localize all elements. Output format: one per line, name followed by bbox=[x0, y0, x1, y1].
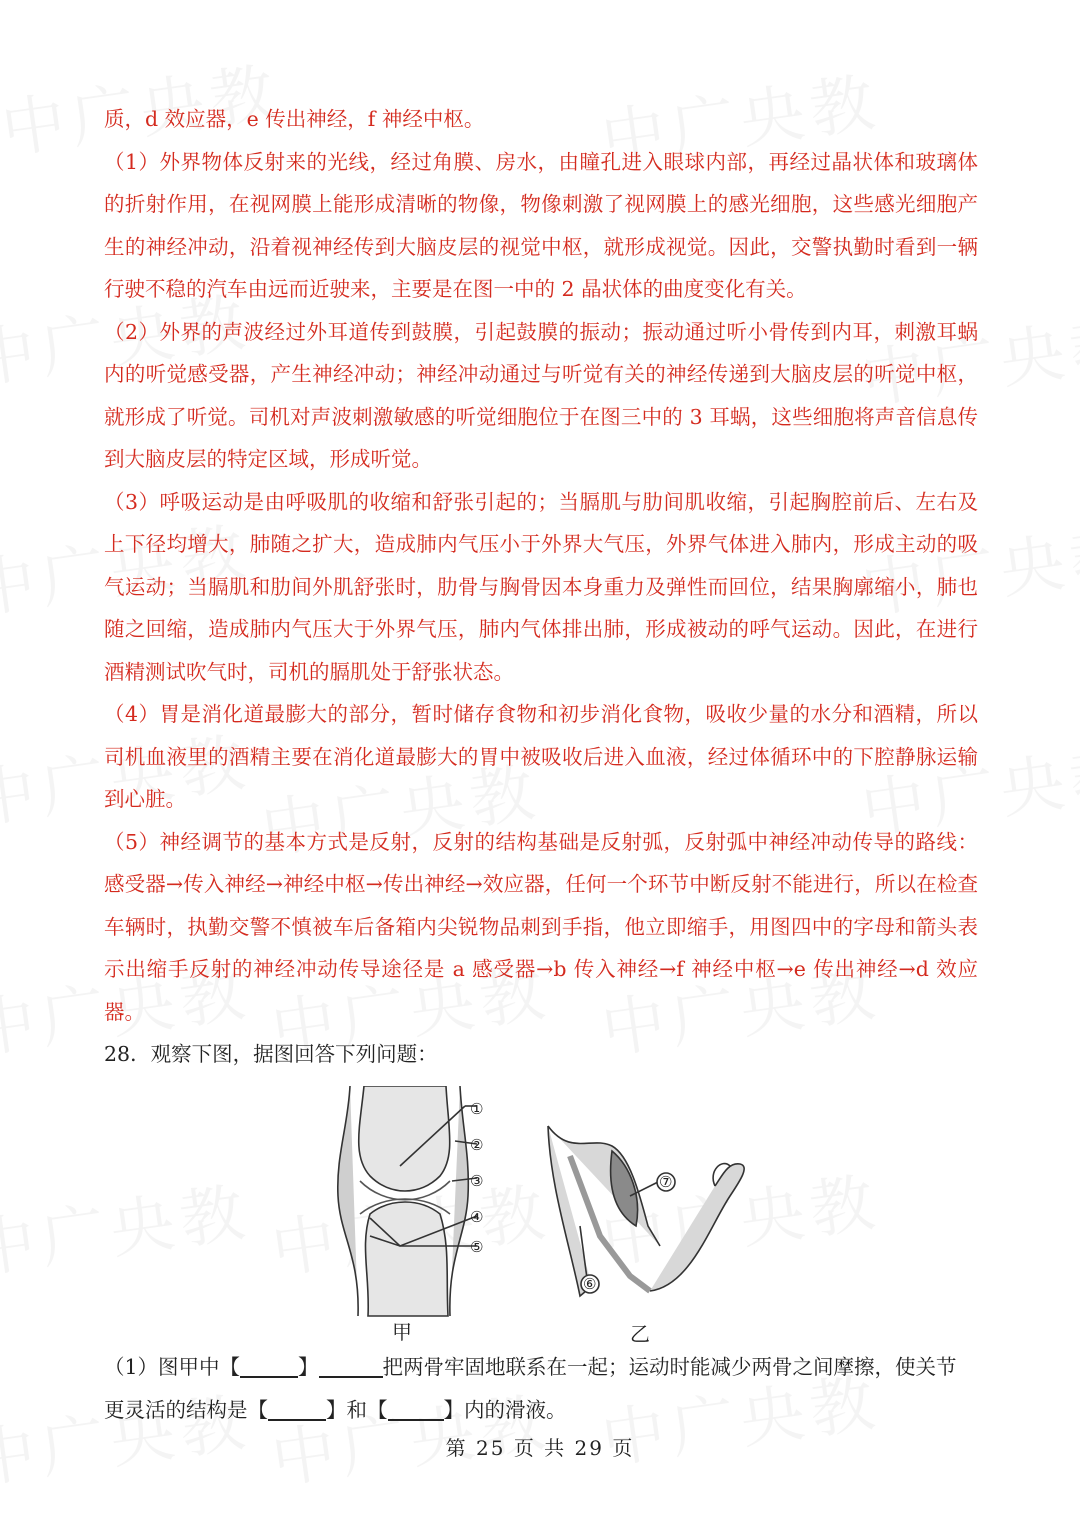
label-7: ⑦ bbox=[659, 1173, 673, 1191]
sub1-text-f: 】内的滑液。 bbox=[443, 1397, 567, 1422]
label-2: ② bbox=[470, 1136, 484, 1154]
figure-label-jia: 甲 bbox=[392, 1320, 412, 1344]
watermark bbox=[0, 1161, 255, 1291]
answer-blank-2[interactable] bbox=[319, 1354, 383, 1378]
arm-diagram bbox=[548, 1126, 744, 1296]
answer-block bbox=[104, 98, 978, 1076]
sub1-text-e: 】和【 bbox=[326, 1397, 388, 1422]
sub1-text-b: 】 bbox=[298, 1355, 319, 1379]
answer-blank-3[interactable] bbox=[268, 1397, 326, 1421]
question-28-sub-1 bbox=[104, 1346, 978, 1431]
label-5: ⑤ bbox=[470, 1238, 484, 1256]
joint-diagram bbox=[338, 1086, 477, 1316]
answer-intro-line: 质，d 效应器，e 传出神经，f 神经中枢。 bbox=[104, 107, 485, 131]
answer-paragraph-3: （3）呼吸运动是由呼吸肌的收缩和舒张引起的；当膈肌与肋间肌收缩，引起胸腔前后、左右及上下径均增大，肺随之扩大，造成肺内气压小于外界大气压，外界气体进入肺内，形成主动的吸气运动；当膈肌和肋间外肌舒张时，肋骨与胸骨因本身重力及弹性而回位，结果胸廓缩小，肺也随之回缩，造成肺内气压大于外界气压，肺内气体排出肺，形成被动的呼气运动。因此，在进行酒精测试吹气时，司机的膈肌处于舒张状态。 bbox=[104, 489, 978, 684]
joint-and-arm-illustration bbox=[330, 1086, 760, 1346]
answer-paragraph-2: （2）外界的声波经过外耳道传到鼓膜，引起鼓膜的振动；振动通过听小骨传到内耳，刺激耳蜗内的听觉感受器，产生神经冲动；神经冲动通过与听觉有关的神经传递到大脑皮层的听觉中枢，就形成了听觉。司机对声波刺激敏感的听觉细胞位于在图三中的 3 耳蜗，这些细胞将声音信息传到大脑皮层的特定区域，形成听觉。 bbox=[104, 319, 978, 471]
sub1-text-c: 把两骨牢固地联系在一起；运动时能减少两骨之间摩擦，使关节 bbox=[382, 1355, 957, 1379]
answer-paragraph-4: （4）胃是消化道最膨大的部分，暂时储存食物和初步消化食物，吸收少量的水分和酒精，所以司机血液里的酒精主要在消化道最膨大的胃中被吸收后进入血液，经过体循环中的下腔静脉运输到心脏。 bbox=[104, 702, 978, 811]
label-6: ⑥ bbox=[583, 1275, 597, 1293]
label-3: ③ bbox=[470, 1172, 484, 1190]
sub-question-line-1 bbox=[104, 1346, 978, 1389]
answer-blank-1[interactable] bbox=[240, 1354, 298, 1378]
answer-blank-4[interactable] bbox=[388, 1397, 444, 1421]
sub1-text-a: （1）图甲中【 bbox=[104, 1355, 241, 1379]
figure-label-yi: 乙 bbox=[630, 1322, 650, 1346]
question-28-figure bbox=[330, 1086, 760, 1346]
page-footer: 第 25 页 共 29 页 bbox=[445, 1436, 635, 1460]
label-4: ④ bbox=[470, 1208, 484, 1226]
answer-paragraph-1: （1）外界物体反射来的光线，经过角膜、房水，由瞳孔进入眼球内部，再经过晶状体和玻璃体的折射作用，在视网膜上能形成清晰的物像，物像刺激了视网膜上的感光细胞，这些感光细胞产生的神经冲动，沿着视神经传到大脑皮层的视觉中枢，就形成视觉。因此，交警执勤时看到一辆行驶不稳的汽车由远而近驶来，主要是在图一中的 2 晶状体的曲度变化有关。 bbox=[104, 149, 978, 301]
label-1: ① bbox=[470, 1100, 484, 1118]
question-28-stem: 28．观察下图，据图回答下列问题： bbox=[104, 1042, 438, 1066]
answer-paragraph-5: （5）神经调节的基本方式是反射，反射的结构基础是反射弧，反射弧中神经冲动传导的路线：感受器→传入神经→神经中枢→传出神经→效应器，任何一个环节中断反射不能进行，所以在检查车辆时，执勤交警不慎被车后备箱内尖锐物品刺到手指，他立即缩手，用图四中的字母和箭头表示出缩手反射的神经冲动传导途径是 a 感受器→b 传入神经→f 神经中枢→e 传出神经→d 效应器。 bbox=[104, 829, 978, 1024]
sub-question-line-2 bbox=[104, 1389, 978, 1432]
sub1-text-d: 更灵活的结构是【 bbox=[104, 1397, 268, 1422]
